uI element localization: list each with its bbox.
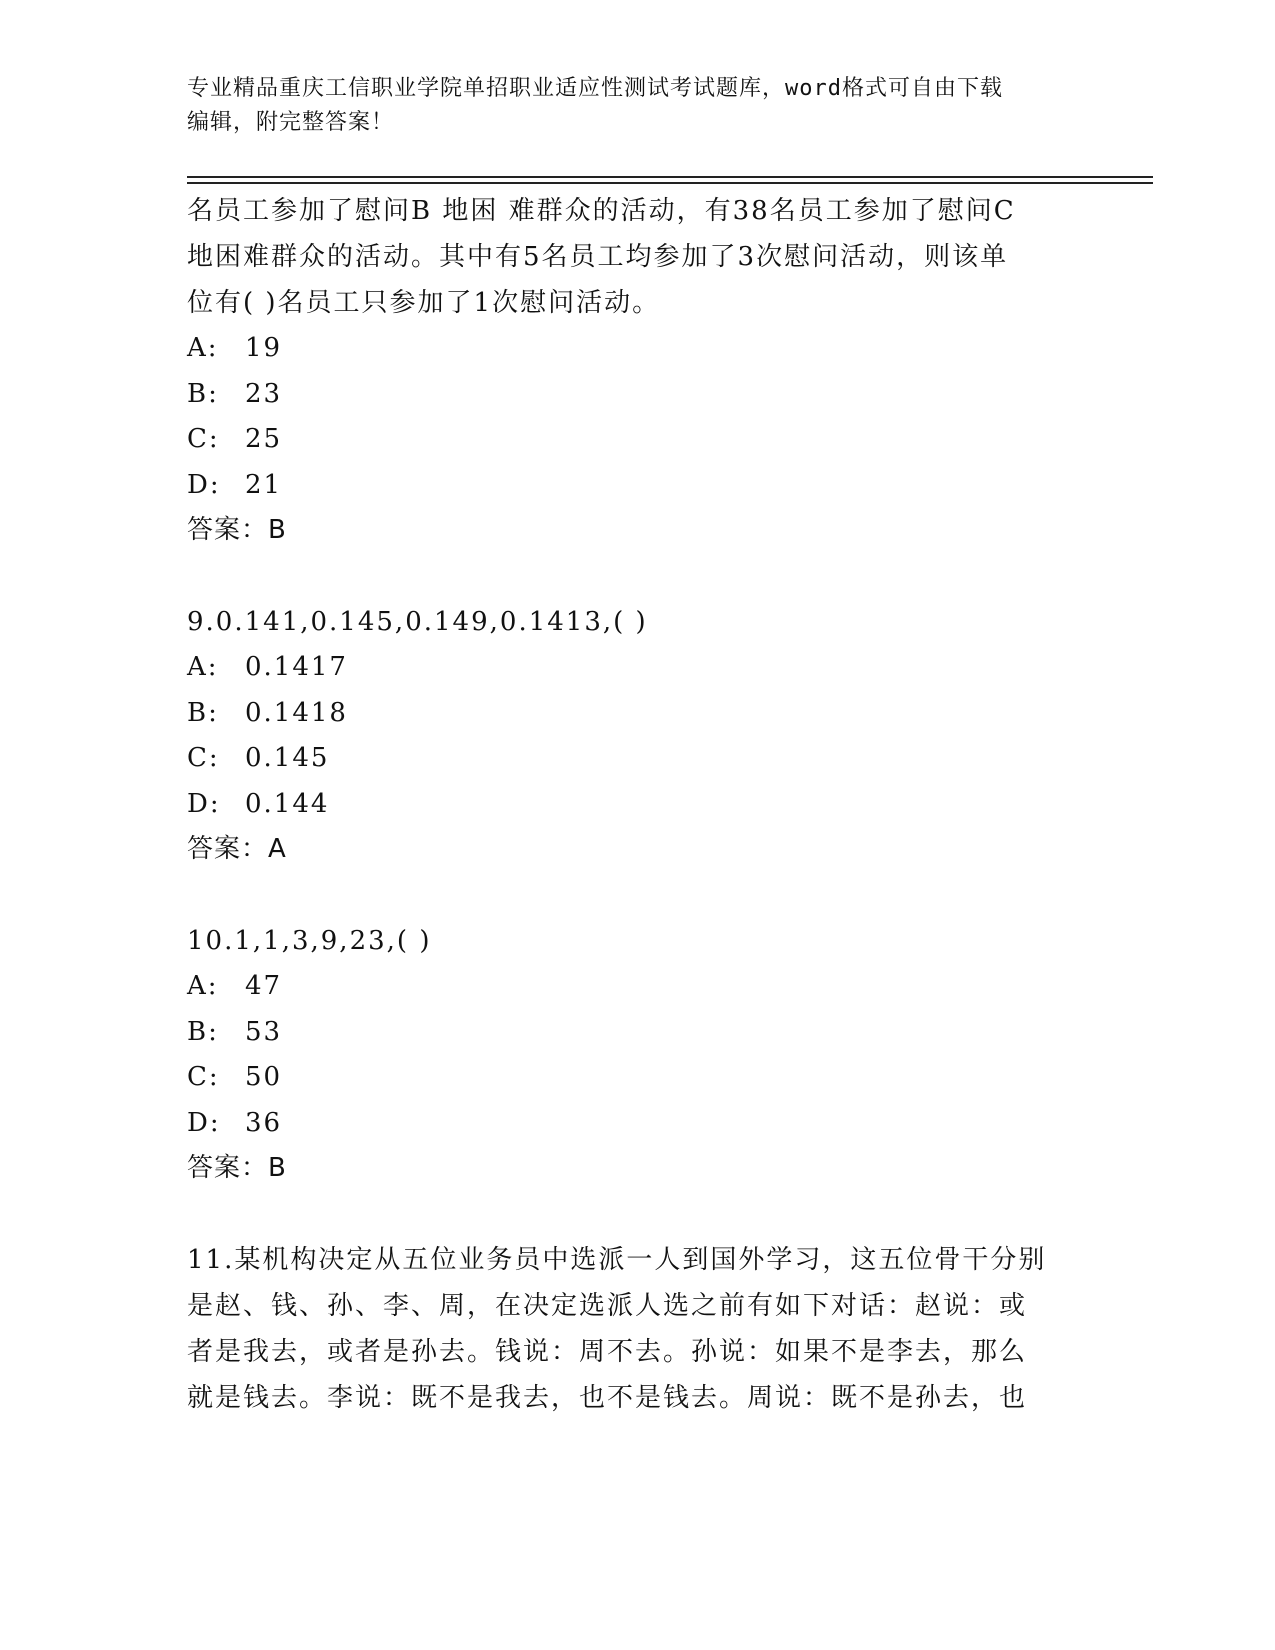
option-value: 25 (245, 424, 283, 454)
question-8-option-b (187, 372, 1067, 418)
option-value: 50 (245, 1062, 283, 1092)
question-8-answer: 答案：B (187, 515, 287, 545)
option-key: B: (187, 697, 219, 728)
question-9-option-c (187, 736, 1067, 782)
question-11 (187, 1237, 1067, 1421)
question-9-option-d (187, 782, 1067, 828)
option-value: 47 (245, 971, 283, 1001)
question-8-option-d (187, 463, 1067, 509)
option-value: 21 (245, 469, 283, 500)
option-value: 53 (245, 1016, 283, 1047)
question-8-option-a (187, 326, 1067, 372)
option-key: B: (187, 1016, 219, 1047)
option-value: 36 (245, 1107, 283, 1138)
option-key: D: (187, 469, 221, 500)
header-rule-top (187, 176, 1153, 178)
question-10 (187, 918, 1067, 1191)
document-header (187, 72, 1067, 140)
question-8-option-c (187, 417, 1067, 463)
question-11-line-1: 11.某机构决定从五位业务员中选派一人到国外学习，这五位骨干分别 (187, 1245, 1047, 1275)
question-9-option-b (187, 691, 1067, 737)
option-key: C: (187, 1062, 220, 1092)
header-line-1: 专业精品重庆工信职业学院单招职业适应性测试考试题库，word格式可自由下载 (187, 76, 1003, 101)
option-key: A: (187, 652, 219, 682)
question-10-option-a (187, 964, 1067, 1010)
question-8-line-2: 地困难群众的活动。其中有5名员工均参加了3次慰问活动，则该单 (187, 242, 1009, 272)
option-value: 23 (245, 378, 283, 409)
option-value: 0.1417 (245, 652, 348, 682)
question-10-option-d (187, 1101, 1067, 1147)
question-9 (187, 599, 1067, 872)
question-9-option-a (187, 645, 1067, 691)
option-key: C: (187, 424, 220, 454)
document-body (187, 188, 1067, 1421)
question-9-answer: 答案：A (187, 834, 287, 864)
question-10-option-c (187, 1055, 1067, 1101)
option-key: A: (187, 333, 219, 363)
question-11-line-4: 就是钱去。李说：既不是我去，也不是钱去。周说：既不是孙去，也 (187, 1383, 1028, 1413)
question-8-line-3: 位有( )名员工只参加了1次慰问活动。 (187, 288, 661, 318)
question-8 (187, 188, 1067, 553)
option-key: C: (187, 743, 220, 773)
question-11-line-3: 者是我去，或者是孙去。钱说：周不去。孙说：如果不是李去，那么 (187, 1337, 1028, 1367)
option-key: B: (187, 378, 219, 409)
option-key: D: (187, 1107, 221, 1138)
question-10-answer: 答案：B (187, 1153, 287, 1183)
question-11-line-2: 是赵、钱、孙、李、周，在决定选派人选之前有如下对话：赵说：或 (187, 1291, 1028, 1321)
question-8-line-1: 名员工参加了慰问B 地困 难群众的活动，有38名员工参加了慰问C (187, 196, 1016, 226)
option-value: 0.144 (245, 788, 330, 819)
question-9-stem: 9.0.141,0.145,0.149,0.1413,( ) (187, 607, 648, 637)
option-key: A: (187, 971, 219, 1001)
option-key: D: (187, 788, 221, 819)
header-line-2: 编辑，附完整答案！ (187, 110, 395, 135)
option-value: 0.145 (245, 743, 330, 773)
header-rule-bottom (187, 182, 1153, 184)
option-value: 0.1418 (245, 697, 348, 728)
option-value: 19 (245, 333, 283, 363)
question-10-stem: 10.1,1,3,9,23,( ) (187, 926, 432, 956)
question-10-option-b (187, 1010, 1067, 1056)
